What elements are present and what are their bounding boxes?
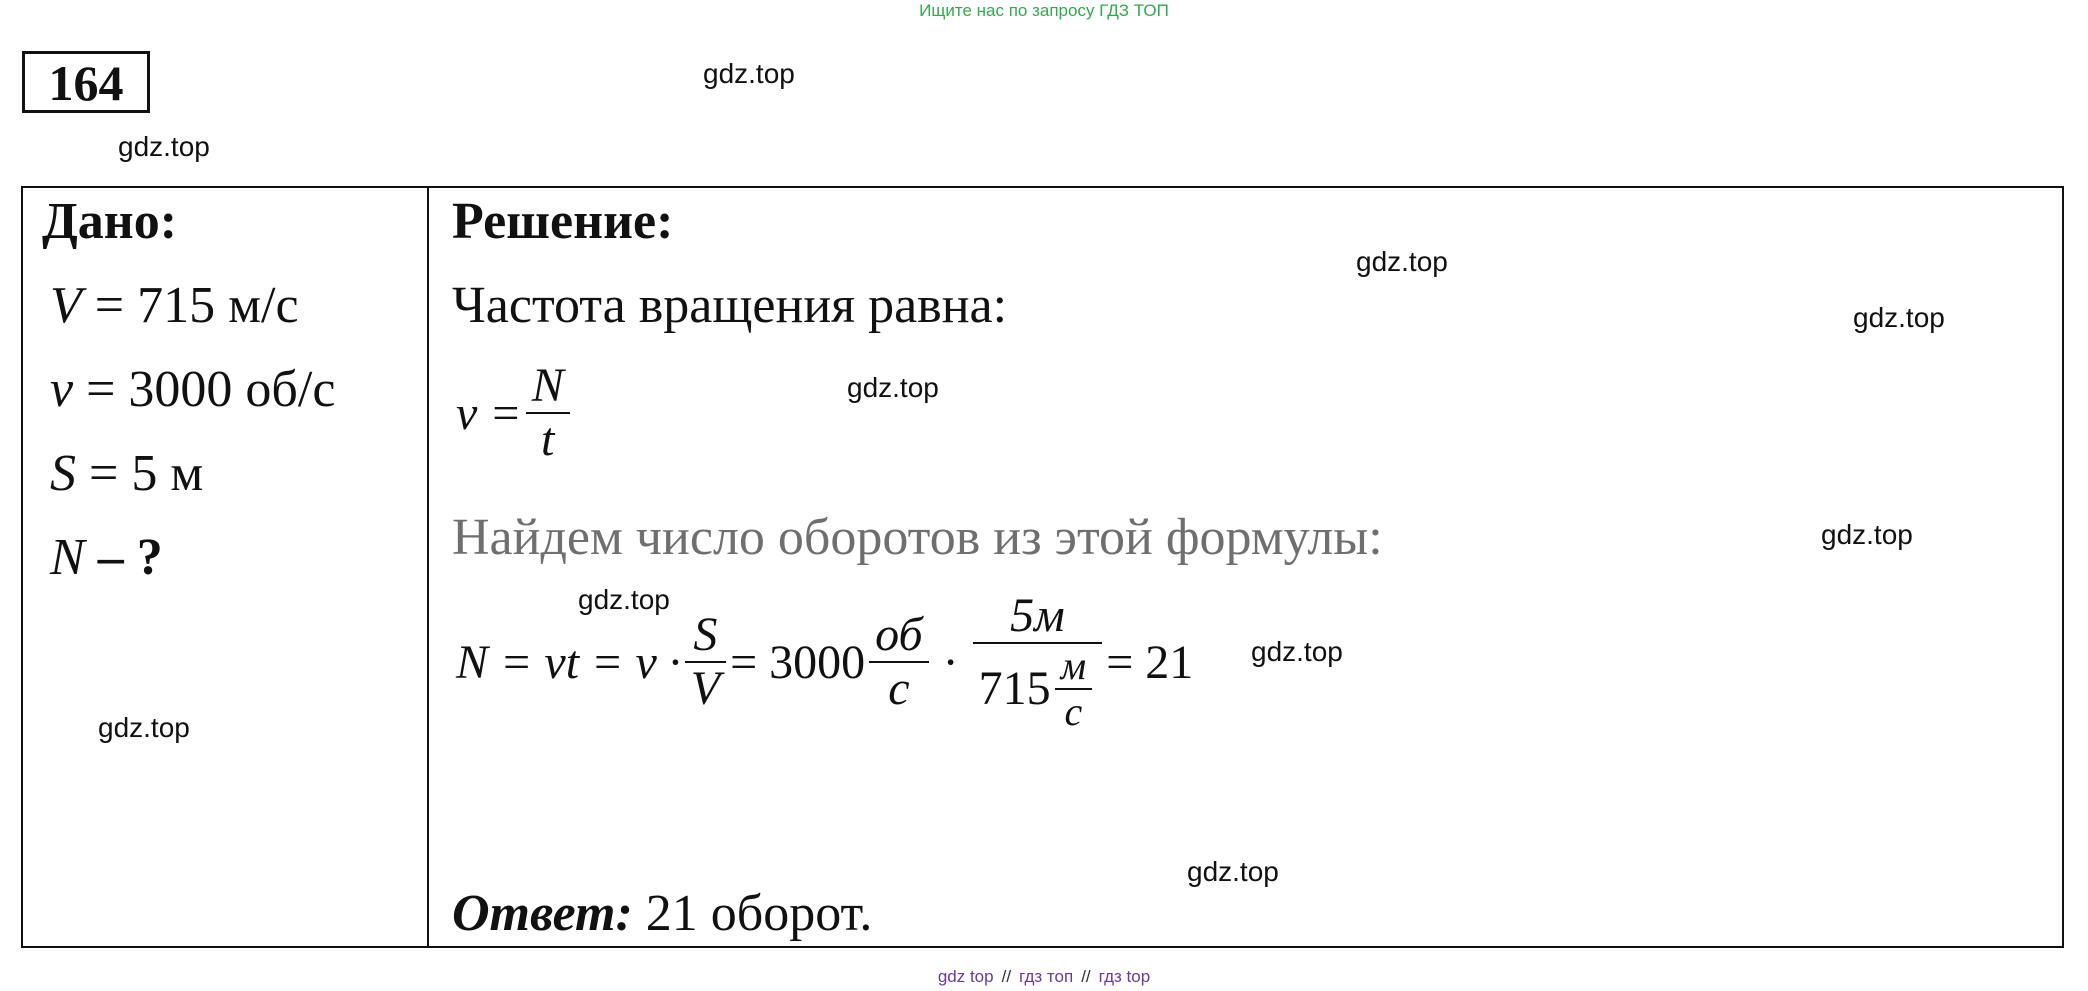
given-distance [50, 444, 203, 504]
footer-link[interactable]: гдз top [1098, 967, 1151, 986]
answer-text: 21 оборот. [632, 885, 873, 942]
watermark: gdz.top [1187, 856, 1279, 887]
formula-dot: · [942, 635, 959, 689]
given-frequency [50, 360, 335, 420]
unit-fraction [1055, 644, 1093, 734]
solution-text-find: Найдем число оборотов из этой формулы: [452, 509, 1383, 566]
fraction-denominator: t [541, 413, 555, 466]
fraction [973, 590, 1103, 734]
formula-equals: = 3000 [730, 635, 866, 689]
fraction-numerator: N [531, 359, 564, 412]
problem-number: 164 [22, 51, 150, 113]
given-var: ν [50, 361, 74, 418]
watermark: gdz.top [118, 131, 210, 162]
formula-frequency [456, 360, 574, 466]
fraction [685, 609, 726, 715]
watermark: gdz.top [1356, 246, 1448, 277]
solution-text-frequency: Частота вращения равна: [452, 277, 1008, 334]
watermark: gdz.top [847, 372, 939, 403]
footer-link[interactable]: гдз топ [1019, 967, 1074, 986]
footer-separator: // [1001, 967, 1012, 986]
watermark: gdz.top [578, 584, 670, 615]
watermark: gdz.top [98, 712, 190, 743]
given-unknown [50, 528, 163, 588]
given-value: = 3000 об/с [73, 361, 336, 418]
given-velocity [50, 276, 299, 336]
given-var: S [50, 445, 76, 502]
column-divider [427, 186, 429, 948]
given-var: V [50, 277, 82, 334]
watermark: gdz.top [1251, 636, 1343, 667]
footer-separator: // [1081, 967, 1091, 986]
answer [452, 884, 872, 944]
fraction-numerator: об [875, 608, 923, 661]
formula-revolutions [456, 590, 1193, 734]
formula-start: N = νt = ν · [456, 635, 681, 689]
fraction [869, 609, 929, 715]
top-banner[interactable]: Ищите нас по запросу ГДЗ ТОП [919, 1, 1169, 20]
watermark: gdz.top [703, 58, 795, 89]
fraction-numerator: S [693, 608, 718, 661]
fraction-denominator: V [690, 662, 721, 715]
answer-label: Ответ: [452, 885, 633, 942]
formula-result: = 21 [1106, 635, 1194, 689]
given-value: = 715 м/с [81, 277, 299, 334]
fraction [526, 360, 570, 466]
fraction-denominator: с [1064, 689, 1083, 734]
given-value: – ? [84, 529, 163, 586]
solution-heading: Решение: [452, 193, 674, 250]
fraction-denominator [973, 644, 1103, 734]
given-value: = 5 м [76, 445, 204, 502]
given-heading: Дано: [42, 193, 178, 250]
fraction-denominator: с [888, 662, 910, 715]
watermark: gdz.top [1821, 519, 1913, 550]
formula-lhs: ν = [456, 386, 522, 440]
given-var: N [50, 529, 85, 586]
watermark: gdz.top [1853, 302, 1945, 333]
fraction-numerator: м [1060, 643, 1087, 688]
denominator-value: 715 [978, 662, 1051, 715]
fraction-numerator: 5м [1010, 589, 1065, 642]
footer-link[interactable]: gdz top [937, 967, 994, 986]
footer-links [0, 966, 2088, 988]
